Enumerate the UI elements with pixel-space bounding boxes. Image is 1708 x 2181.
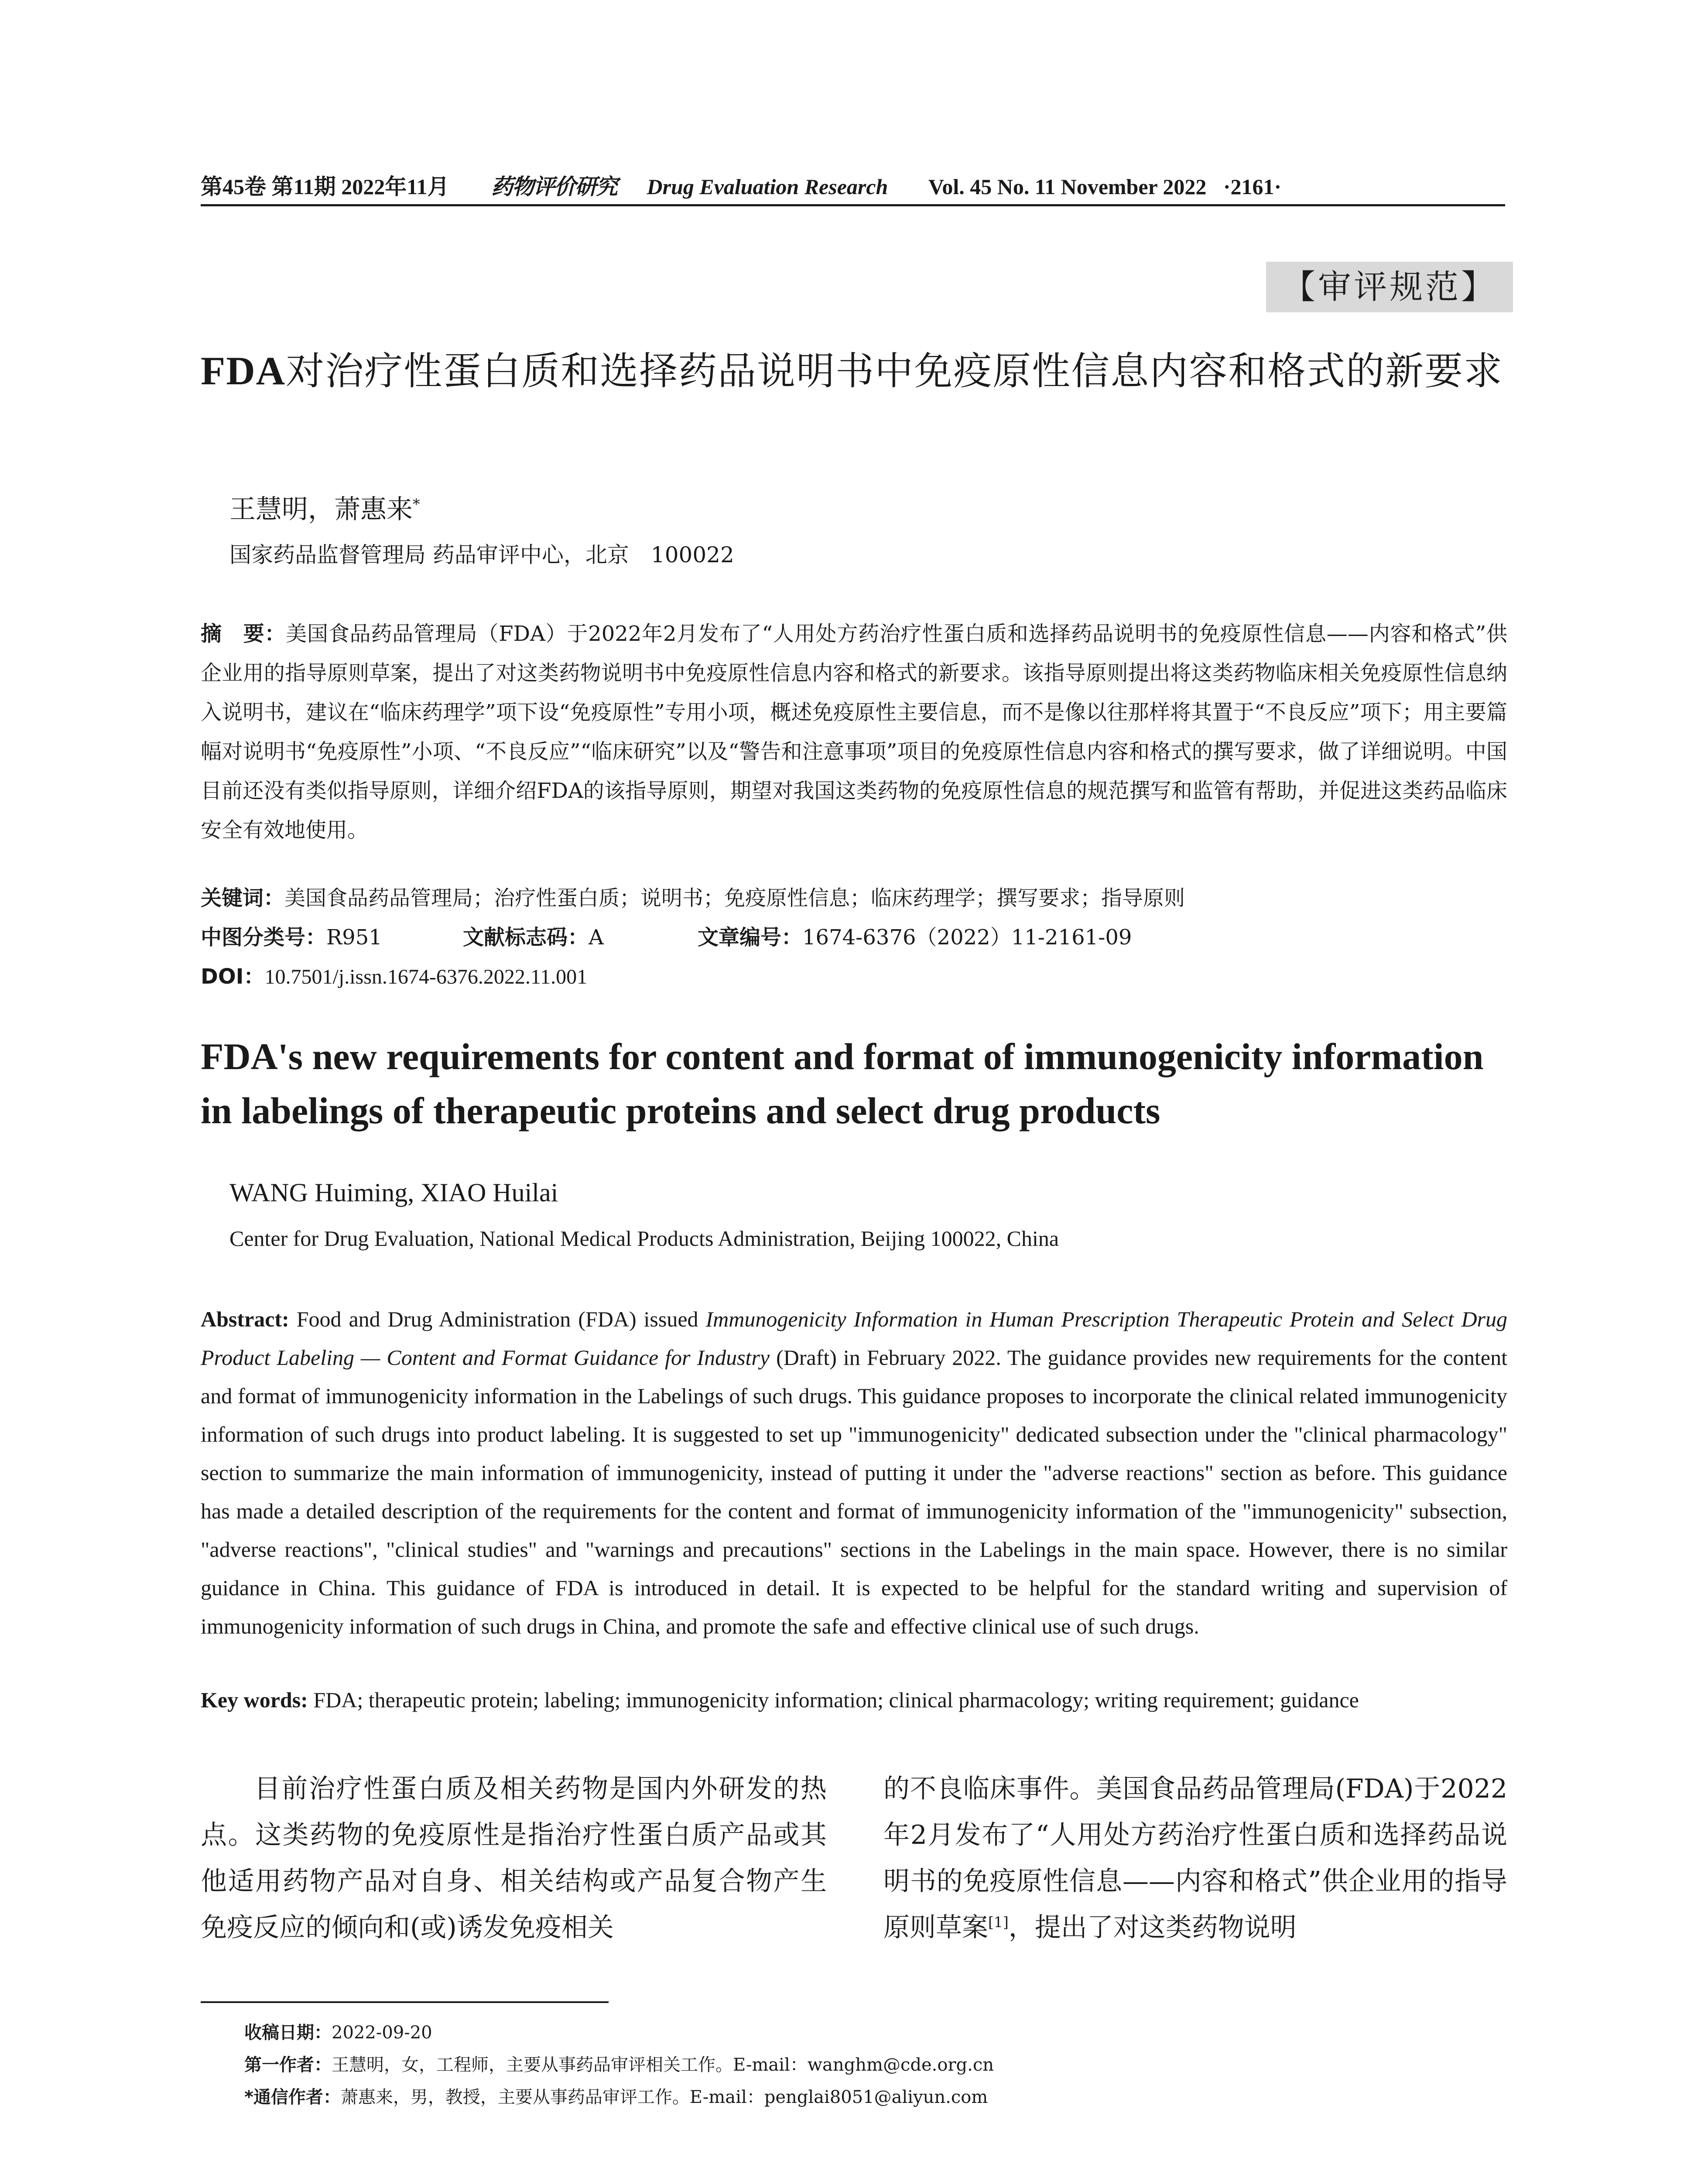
footnote-received (244, 2019, 432, 2044)
running-header (201, 169, 1509, 201)
abstract-en-guidance-title: Immunogenicity Information in Human Prescription Therapeutic Protein and Select Drug Product Labeling — Content and Format Guidance for Industry (201, 1307, 1508, 1370)
keywords-cn-text: 美国食品药品管理局；治疗性蛋白质；说明书；免疫原性信息；临床药理学；撰写要求；指导原则 (284, 886, 1185, 910)
doc-code-value: A (589, 925, 604, 950)
abstract-en-post: (Draft) in February 2022. The guidance provides new requirements for the content and format of immunogenicity information in the Labelings of such drugs. This guidance proposes to incorporate the clinical related immunogenicity information of such drugs into product labeling. It is suggested to set up "immunogenicity" dedicated subsection under the "clinical pharmacology" section to summarize the main information of immunogenicity, instead of putting it under the "adverse reactions" section as before. This guidance has made a detailed description of the requirements for the content and format of immunogenicity information of the "immunogenicity" subsection, "adverse reactions", "clinical studies" and "warnings and precautions" sections in the Labelings in the main space. However, there is no similar guidance in China. This guidance of FDA is introduced in detail. It is expected to be helpful for the standard writing and supervision of immunogenicity information of such drugs in China, and promote the safe and effective clinical use of such drugs. (201, 1345, 1507, 1638)
title-cn-rest: 对治疗性蛋白质和选择药品说明书中免疫原性信息内容和格式的新要求 (286, 349, 1503, 393)
first-author-label: 第一作者： (244, 2055, 332, 2075)
clc-value: R951 (326, 925, 382, 950)
header-journal-cn: 药物评价研究 (491, 174, 617, 199)
clc-label: 中图分类号： (201, 925, 327, 950)
corresponding-label: *通信作者： (244, 2087, 341, 2107)
header-rule (201, 204, 1505, 206)
keywords-en-text: FDA; therapeutic protein; labeling; immunogenicity information; clinical pharmacology; writing requirement; guidance (313, 1688, 1359, 1712)
first-author-info: 王慧明，女，工程师，主要从事药品审评相关工作。E-mail：wanghm@cde.org.cn (332, 2055, 994, 2075)
received-date: 2022-09-20 (332, 2023, 432, 2043)
article-no-value: 1674-6376（2022）11-2161-09 (802, 925, 1132, 950)
corresponding-mark: * (413, 496, 420, 513)
body-column-left (201, 1766, 827, 1951)
article-no-label: 文章编号： (698, 925, 803, 950)
header-journal-en: Drug Evaluation Research (647, 174, 888, 199)
title-en: FDA's new requirements for content and format of immunogenicity information in labelings of therapeutic proteins and select drug products (201, 1036, 1484, 1132)
abstract-en-label: Abstract: (201, 1307, 289, 1331)
affiliation-en: Center for Drug Evaluation, National Medical Products Administration, Beijing 100022, China (229, 1226, 1059, 1251)
keywords-cn-label: 关键词： (201, 886, 285, 910)
body-right-post: ，提出了对这类药物说明 (1008, 1912, 1297, 1943)
keywords-en (201, 1687, 1359, 1713)
affiliation-cn: 国家药品监督管理局 药品审评中心，北京 100022 (229, 542, 734, 567)
abstract-en (201, 1300, 1507, 1645)
authors-cn-names: 王慧明，萧惠来 (229, 494, 413, 525)
keywords-cn (201, 881, 1185, 911)
keywords-en-label: Key words: (201, 1688, 308, 1712)
header-volume-en: Vol. 45 No. 11 November 2022 (928, 174, 1207, 199)
title-cn-lead: FDA (201, 349, 286, 393)
citation-ref[interactable]: [1] (988, 1914, 1009, 1931)
doc-code-label: 文献标志码： (463, 925, 589, 950)
header-issue-cn: 第45卷 第11期 2022年11月 (201, 174, 449, 199)
doi-line (201, 960, 587, 990)
body-column-right (883, 1766, 1507, 1951)
abstract-cn (201, 614, 1507, 850)
authors-en: WANG Huiming, XIAO Huilai (229, 1178, 558, 1207)
footnote-rule (201, 2001, 609, 2003)
header-page-number: ·2161· (1223, 174, 1282, 199)
abstract-cn-text: 美国食品药品管理局（FDA）于2022年2月发布了“人用处方药治疗性蛋白质和选择药品说明书的免疫原性信息——内容和格式”供企业用的指导原则草案，提出了对这类药物说明书中免疫原性信息内容和格式的新要求。该指导原则提出将这类药物临床相关免疫原性信息纳入说明书，建议在“临床药理学”项下设“免疫原性”专用小项，概述免疫原性主要信息，而不是像以往那样将其置于“不良反应”项下；用主要篇幅对说明书“免疫原性”小项、“不良反应”“临床研究”以及“警告和注意事项”项目的免疫原性信息内容和格式的撰写要求，做了详细说明。中国目前还没有类似指导原则，详细介绍FDA的该指导原则，期望对我国这类药物的免疫原性信息的规范撰写和监管有帮助，并促进这类药品临床安全有效地使用。 (201, 622, 1507, 842)
body-right-pre: 的不良临床事件。美国食品药品管理局(FDA)于2022年2月发布了“人用处方药治疗性蛋白质和选择药品说明书的免疫原性信息——内容和格式”供企业用的指导原则草案 (883, 1774, 1507, 1943)
classification-line (201, 920, 1132, 950)
body-left-text: 目前治疗性蛋白质及相关药物是国内外研发的热点。这类药物的免疫原性是指治疗性蛋白质产品或其他适用药物产品对自身、相关结构或产品复合物产生免疫反应的倾向和(或)诱发免疫相关 (201, 1774, 827, 1943)
title-cn (201, 340, 1514, 402)
footnote-corresponding (244, 2083, 988, 2108)
abstract-en-pre: Food and Drug Administration (FDA) issued (296, 1307, 698, 1331)
footnote-first-author (244, 2051, 994, 2076)
received-label: 收稿日期： (244, 2023, 332, 2043)
authors-cn (229, 489, 420, 526)
abstract-cn-label: 摘 要： (201, 622, 286, 646)
section-category-badge: 【审评规范】 (1266, 262, 1513, 312)
corresponding-info: 萧惠来，男，教授，主要从事药品审评工作。E-mail：penglai8051@aliyun.com (340, 2087, 988, 2107)
doi-label: DOI： (201, 964, 265, 989)
doi-value[interactable]: 10.7501/j.issn.1674-6376.2022.11.001 (264, 965, 588, 988)
